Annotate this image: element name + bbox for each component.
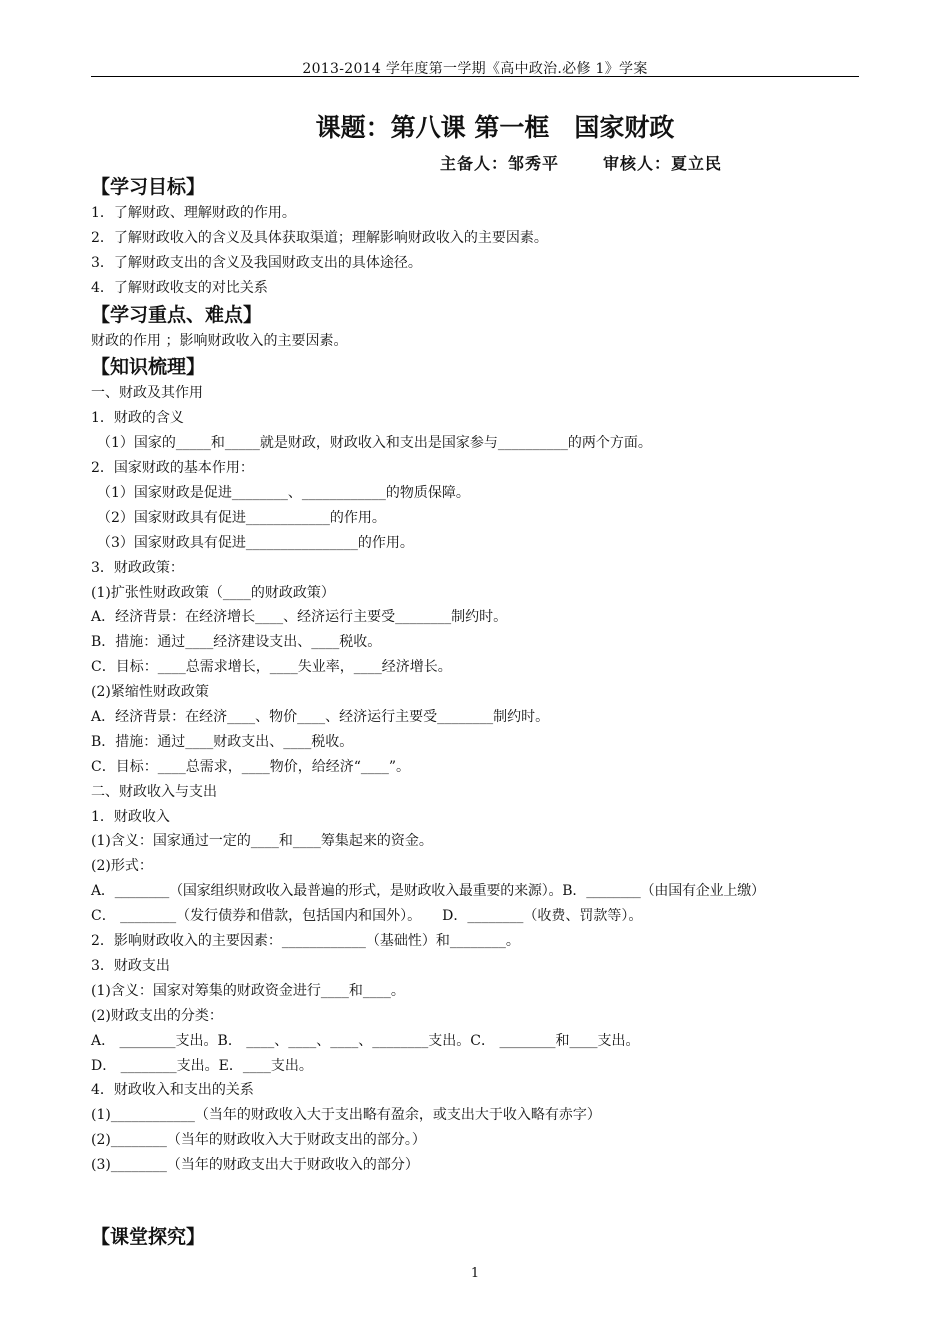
knowledge-line: (3)________（当年的财政支出大于财政收入的部分） xyxy=(91,1157,419,1174)
knowledge-line: 1．财政的含义 xyxy=(91,410,184,427)
authors-line xyxy=(440,151,722,174)
knowledge-line: 4．财政收入和支出的关系 xyxy=(91,1082,254,1099)
knowledge-line: （1）国家财政是促进________、____________的物质保障。 xyxy=(97,485,470,502)
page-number: 1 xyxy=(470,1266,480,1281)
knowledge-line: 一、财政及其作用 xyxy=(91,385,203,402)
knowledge-line: 1．财政收入 xyxy=(91,808,170,825)
goal-line: 2．了解财政收入的含义及具体获取渠道；理解影响财政收入的主要因素。 xyxy=(91,229,548,246)
knowledge-line: C． ________（发行债券和借款，包括国内和国外）。 D．________（收费、罚款等）。 xyxy=(91,908,643,925)
knowledge-line: (1)____________（当年的财政收入大于支出略有盈余，或支出大于收入略有赤字） xyxy=(91,1107,601,1124)
knowledge-line: (2)________（当年的财政收入大于财政支出的部分。） xyxy=(91,1132,426,1149)
goal-line: 3．了解财政支出的含义及我国财政支出的具体途径。 xyxy=(91,254,422,271)
knowledge-line: D． ________支出。E．____支出。 xyxy=(91,1057,313,1074)
knowledge-line: （1）国家的_____和_____就是财政，财政收入和支出是国家参与__________的两个方面。 xyxy=(97,435,652,452)
knowledge-line: A．________（国家组织财政收入最普遍的形式，是财政收入最重要的来源）。B．________（由国有企业上缴） xyxy=(91,883,765,900)
section-heading-key-points: 【学习重点、难点】 xyxy=(91,303,263,326)
knowledge-line: 二、财政收入与支出 xyxy=(91,783,217,800)
knowledge-line: （2）国家财政具有促进____________的作用。 xyxy=(97,509,386,526)
section-heading-explore: 【课堂探究】 xyxy=(91,1225,206,1248)
section-heading-knowledge: 【知识梳理】 xyxy=(91,356,206,379)
reviewer: 审核人：夏立民 xyxy=(603,154,723,173)
knowledge-line: 3．财政政策： xyxy=(91,559,184,576)
knowledge-line: （3）国家财政具有促进________________的作用。 xyxy=(97,534,414,551)
knowledge-line: A． ________支出。B． ____、____、____、________支出。C． ________和____支出。 xyxy=(91,1032,640,1049)
knowledge-line: (2)财政支出的分类： xyxy=(91,1007,223,1024)
knowledge-line: C．目标：____总需求，____物价，给经济“____”。 xyxy=(91,758,411,775)
knowledge-line: 2．国家财政的基本作用： xyxy=(91,460,254,477)
knowledge-line: C．目标：____总需求增长，____失业率，____经济增长。 xyxy=(91,659,452,676)
knowledge-line: 2．影响财政收入的主要因素：____________（基础性）和________。 xyxy=(91,933,520,950)
knowledge-line: 3．财政支出 xyxy=(91,957,170,974)
knowledge-line: B．措施：通过____经济建设支出、____税收。 xyxy=(91,634,382,651)
knowledge-line: (1)含义：国家通过一定的____和____筹集起来的资金。 xyxy=(91,833,433,850)
knowledge-line: (2)形式： xyxy=(91,858,153,875)
knowledge-line: B．措施：通过____财政支出、____税收。 xyxy=(91,733,354,750)
goal-line: 4．了解财政收支的对比关系 xyxy=(91,279,268,296)
knowledge-line: (1)扩张性财政政策（____的财政政策） xyxy=(91,584,335,601)
goal-line: 1．了解财政、理解财政的作用。 xyxy=(91,205,296,221)
knowledge-line: A．经济背景：在经济____、物价____、经济运行主要受________制约时。 xyxy=(91,709,550,726)
page-header: 2013-2014 学年度第一学期《高中政治.必修 1》学案 xyxy=(302,61,648,77)
header-rule xyxy=(91,76,859,77)
document-body xyxy=(91,173,871,1251)
preparer: 主备人：邹秀平 xyxy=(440,154,560,173)
lesson-title: 课题：第八课 第一框 国家财政 xyxy=(315,113,675,142)
knowledge-line: (1)含义：国家对筹集的财政资金进行____和____。 xyxy=(91,982,405,999)
knowledge-line: (2)紧缩性财政政策 xyxy=(91,684,209,701)
key-point-line: 财政的作用 ；影响财政收入的主要因素。 xyxy=(91,332,348,349)
section-heading-goals: 【学习目标】 xyxy=(91,176,206,198)
knowledge-line: A．经济背景：在经济增长____、经济运行主要受________制约时。 xyxy=(91,609,508,626)
